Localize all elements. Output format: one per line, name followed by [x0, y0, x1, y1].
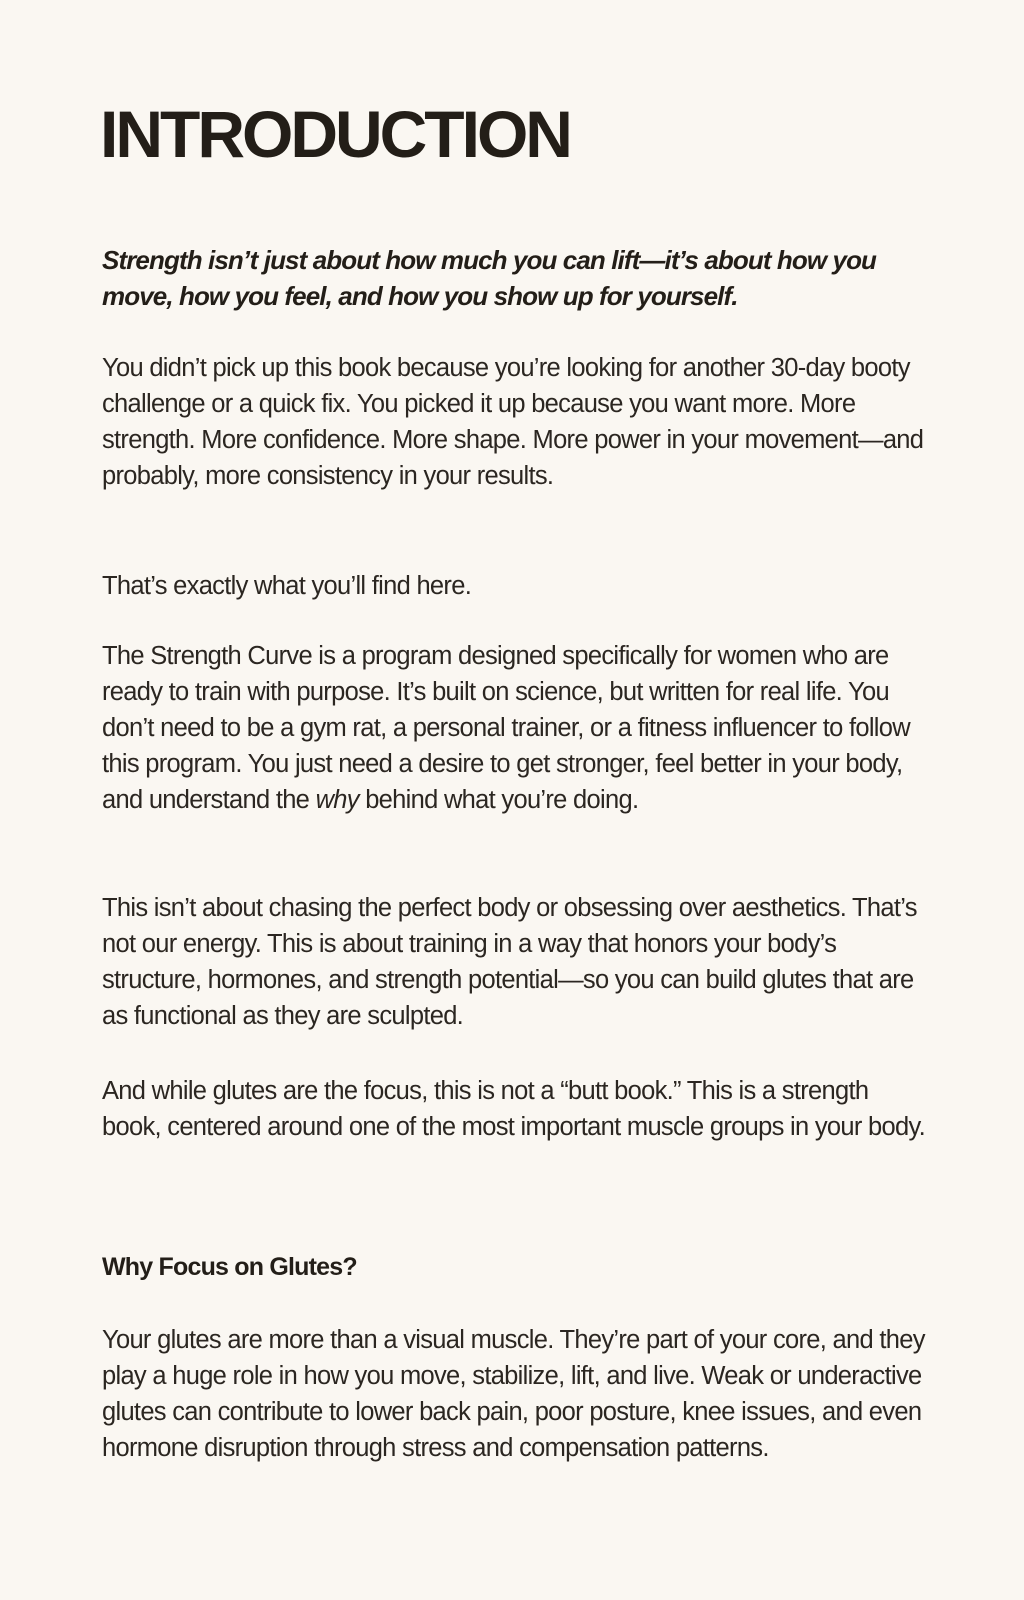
paragraph-program-text: The Strength Curve is a program designed specifically for women who are ready to train with purpose. It’s built on science, but written for real life. You don’t need to be a gym rat, a personal trainer, or a fitness influencer to follow this program. You just need a desire to get stronger, feel better in your body, and understand the: [102, 642, 910, 814]
lead-quote: Strength isn’t just about how much you can lift—it’s about how you move, how you feel, and how you show up for yourself.: [102, 245, 877, 311]
paragraph-program-emphasis: why: [315, 786, 359, 814]
paragraph-butt-book: And while glutes are the focus, this is not a “butt book.” This is a strength book, centered around one of the most important muscle groups in your body.: [102, 1077, 926, 1141]
paragraph-program-text-end: behind what you’re doing.: [365, 786, 639, 814]
paragraph-program: [102, 638, 927, 818]
section-heading: Why Focus on Glutes?: [102, 1253, 357, 1281]
paragraph-aesthetics: This isn’t about chasing the perfect body or obsessing over aesthetics. That’s not our energy. This is about training in a way that honors your body’s structure, hormones, and strength potential—so you can build glutes that are as functional as they are sculpted.: [102, 894, 917, 1030]
paragraph-exactly: That’s exactly what you’ll find here.: [102, 572, 472, 600]
page-title: INTRODUCTION: [100, 97, 570, 171]
paragraph-intro: You didn’t pick up this book because you’re looking for another 30-day booty challenge or a quick fix. You picked it up because you want more. More strength. More confidence. More shape. More power in your movement—and probably, more consistency in your results.: [102, 354, 924, 490]
paragraph-glutes: Your glutes are more than a visual muscle. They’re part of your core, and they play a huge role in how you move, stabilize, lift, and live. Weak or underactive glutes can contribute to lower back pain, poor posture, knee issues, and even hormone disruption through stress and compensation patterns.: [102, 1326, 925, 1462]
